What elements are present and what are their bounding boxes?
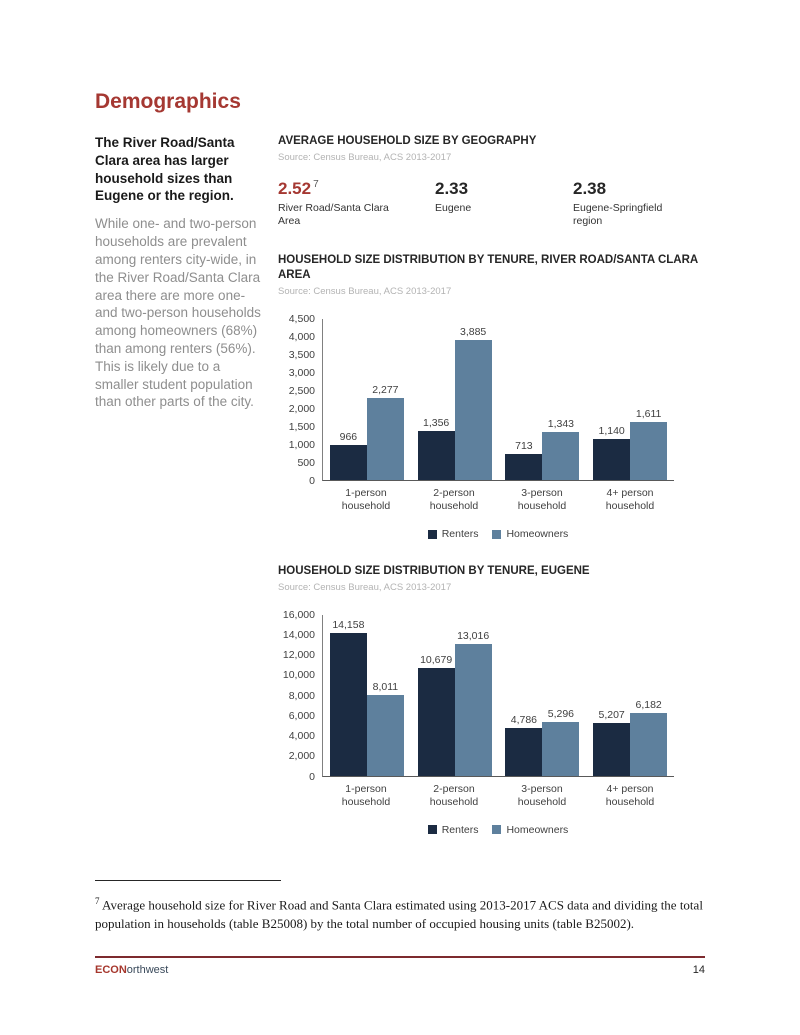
y-axis-tick: 1,500	[288, 420, 315, 433]
bar-group	[499, 615, 587, 776]
legend-item-homeowners	[492, 824, 568, 836]
page-title: Demographics	[95, 90, 241, 113]
bar-renters	[593, 439, 630, 480]
bar-value-label: 3,885	[459, 325, 487, 338]
bar-with-label	[330, 619, 367, 776]
bar-value-label: 1,611	[635, 407, 662, 420]
bar-value-label: 6,182	[635, 698, 662, 711]
chart-section-eugene	[278, 564, 705, 836]
y-axis-tick: 8,000	[288, 689, 315, 702]
bar-chart-eugene	[278, 608, 674, 836]
chart-title-eugene: HOUSEHOLD SIZE DISTRIBUTION BY TENURE, EUGENE	[278, 565, 590, 578]
main-column	[278, 134, 705, 836]
y-axis-tick: 0	[309, 770, 315, 783]
stat-label-eugene-springfield: Eugene-Springfield region	[573, 201, 663, 228]
x-axis	[322, 783, 674, 810]
y-axis-tick: 10,000	[282, 669, 315, 682]
y-axis-tick: 6,000	[288, 709, 315, 722]
legend-label: Renters	[441, 528, 479, 541]
bar-value-label: 14,158	[332, 618, 365, 631]
page-number: 14	[692, 964, 705, 976]
legend-swatch	[428, 530, 437, 539]
bar-with-label	[593, 709, 630, 776]
bar-homeowners	[367, 695, 404, 776]
bar-value-label: 2,277	[372, 383, 399, 396]
bar-homeowners	[542, 722, 579, 776]
bar-renters	[505, 454, 542, 480]
chart-source-eugene: Source: Census Bureau, ACS 2013-2017	[278, 581, 452, 593]
bar-with-label	[630, 408, 667, 480]
footnote-block	[95, 880, 705, 934]
avg-household-source: Source: Census Bureau, ACS 2013-2017	[278, 151, 452, 163]
bar-with-label	[593, 425, 630, 480]
bar-homeowners	[630, 713, 667, 776]
stat-label-river-road: River Road/Santa Clara Area	[278, 201, 389, 228]
x-axis-label: 3-person household	[517, 486, 567, 513]
bar-group	[499, 319, 587, 480]
bar-value-label: 966	[339, 430, 358, 443]
y-axis-tick: 4,000	[288, 330, 315, 343]
chart-legend	[322, 824, 674, 836]
bar-group	[411, 319, 499, 480]
y-axis-tick: 4,000	[288, 730, 315, 743]
y-axis-tick: 14,000	[282, 628, 315, 641]
x-axis	[322, 487, 674, 514]
avg-household-heading: AVERAGE HOUSEHOLD SIZE BY GEOGRAPHY	[278, 135, 537, 147]
intro-column	[95, 134, 265, 836]
legend-item-homeowners	[492, 528, 568, 540]
stat-value-eugene-springfield: 2.38	[573, 178, 607, 198]
y-axis	[278, 312, 322, 487]
bar-group	[323, 319, 411, 480]
bar-with-label	[455, 630, 492, 776]
legend-swatch	[492, 530, 501, 539]
plot-area	[322, 615, 674, 777]
x-axis-label: 2-person household	[429, 782, 479, 809]
bar-with-label	[367, 384, 404, 480]
bar-renters	[330, 445, 367, 480]
bar-homeowners	[455, 340, 492, 480]
y-axis-tick: 1,000	[288, 438, 315, 451]
two-column-layout	[95, 134, 705, 836]
legend-label: Homeowners	[506, 528, 569, 541]
legend-label: Renters	[441, 823, 479, 836]
bar-with-label	[630, 699, 667, 776]
footnote-body: Average household size for River Road and Santa Clara estimated using 2013-2017 ACS data and dividing the total population in households (table B25008) by the total number of occupied housing units (table B25002).	[95, 897, 703, 932]
legend-label: Homeowners	[506, 823, 569, 836]
legend-item-renters	[428, 528, 479, 540]
bar-value-label: 1,343	[547, 417, 575, 430]
y-axis-tick: 2,000	[288, 750, 315, 763]
bar-homeowners	[455, 644, 492, 776]
bar-group	[586, 319, 674, 480]
bar-value-label: 8,011	[372, 680, 399, 693]
avg-household-section	[278, 134, 705, 229]
bar-with-label	[542, 708, 579, 776]
bar-value-label: 4,786	[510, 713, 538, 726]
bar-homeowners	[367, 398, 404, 480]
bar-with-label	[455, 326, 492, 480]
chart-legend	[322, 528, 674, 540]
stat-label-eugene: Eugene	[435, 201, 472, 214]
intro-heading: The River Road/Santa Clara area has larger household sizes than Eugene or the region.	[95, 135, 235, 204]
stat-number: 2.52	[278, 178, 312, 198]
bar-value-label: 13,016	[457, 629, 490, 642]
stats-row	[278, 179, 705, 229]
bar-chart-river-road	[278, 312, 674, 541]
x-axis-label: 3-person household	[517, 782, 567, 809]
bar-value-label: 5,296	[547, 707, 575, 720]
bar-group	[323, 615, 411, 776]
bar-with-label	[330, 431, 367, 480]
brand-logo-bold: ECON	[95, 964, 127, 976]
y-axis-tick: 2,000	[288, 402, 315, 415]
stat-value-river-road	[278, 179, 425, 199]
legend-swatch	[428, 825, 437, 834]
x-axis-label: 1-person household	[341, 486, 391, 513]
footnote-marker: 7	[95, 896, 100, 906]
stat-eugene	[435, 179, 573, 229]
bar-group	[586, 615, 674, 776]
brand-logo-rest: orthwest	[126, 964, 169, 976]
footnote-reference: 7	[313, 178, 319, 190]
bar-with-label	[505, 440, 542, 480]
stat-eugene-springfield	[573, 179, 703, 229]
y-axis-tick: 12,000	[282, 649, 315, 662]
bar-renters	[330, 633, 367, 776]
y-axis-tick: 16,000	[282, 608, 315, 621]
y-axis-tick: 2,500	[288, 384, 315, 397]
brand-logo	[95, 964, 168, 976]
footnote-text	[95, 895, 705, 934]
y-axis-tick: 3,000	[288, 366, 315, 379]
bar-renters	[593, 723, 630, 776]
y-axis-tick: 500	[297, 456, 315, 469]
bar-with-label	[418, 417, 455, 480]
chart-title-river-road: HOUSEHOLD SIZE DISTRIBUTION BY TENURE, RIVER ROAD/SANTA CLARA AREA	[278, 253, 698, 282]
bar-with-label	[505, 714, 542, 776]
y-axis	[278, 608, 322, 783]
bar-renters	[505, 728, 542, 776]
bar-with-label	[542, 418, 579, 480]
bar-homeowners	[630, 422, 667, 480]
chart-source-river-road: Source: Census Bureau, ACS 2013-2017	[278, 285, 452, 297]
y-axis-tick: 0	[309, 474, 315, 487]
bar-with-label	[367, 681, 404, 776]
x-axis-label: 4+ person household	[605, 486, 655, 513]
bar-renters	[418, 668, 455, 776]
legend-swatch	[492, 825, 501, 834]
bar-value-label: 1,356	[422, 416, 450, 429]
stat-river-road	[278, 179, 435, 229]
intro-body: While one- and two-person households are prevalent among renters city-wide, in the River Road/Santa Clara area there are more one- and two-person households among homeowners (68%) than among renters (56%). This is likely due to a smaller student population than other parts of the city.	[95, 216, 261, 410]
bar-renters	[418, 431, 455, 480]
y-axis-tick: 3,500	[288, 348, 315, 361]
page-footer	[95, 956, 705, 976]
x-axis-label: 1-person household	[341, 782, 391, 809]
plot-area	[322, 319, 674, 481]
bar-group	[411, 615, 499, 776]
y-axis-tick: 4,500	[288, 312, 315, 325]
x-axis-label: 4+ person household	[605, 782, 655, 809]
bar-homeowners	[542, 432, 579, 480]
bar-with-label	[418, 654, 455, 776]
bar-value-label: 713	[515, 439, 533, 452]
bar-value-label: 10,679	[420, 653, 453, 666]
bar-value-label: 5,207	[598, 708, 625, 721]
stat-value-eugene: 2.33	[435, 178, 469, 198]
x-axis-label: 2-person household	[429, 486, 479, 513]
chart-section-river-road	[278, 253, 705, 540]
bar-value-label: 1,140	[598, 424, 625, 437]
legend-item-renters	[428, 824, 479, 836]
footnote-separator	[95, 880, 281, 881]
